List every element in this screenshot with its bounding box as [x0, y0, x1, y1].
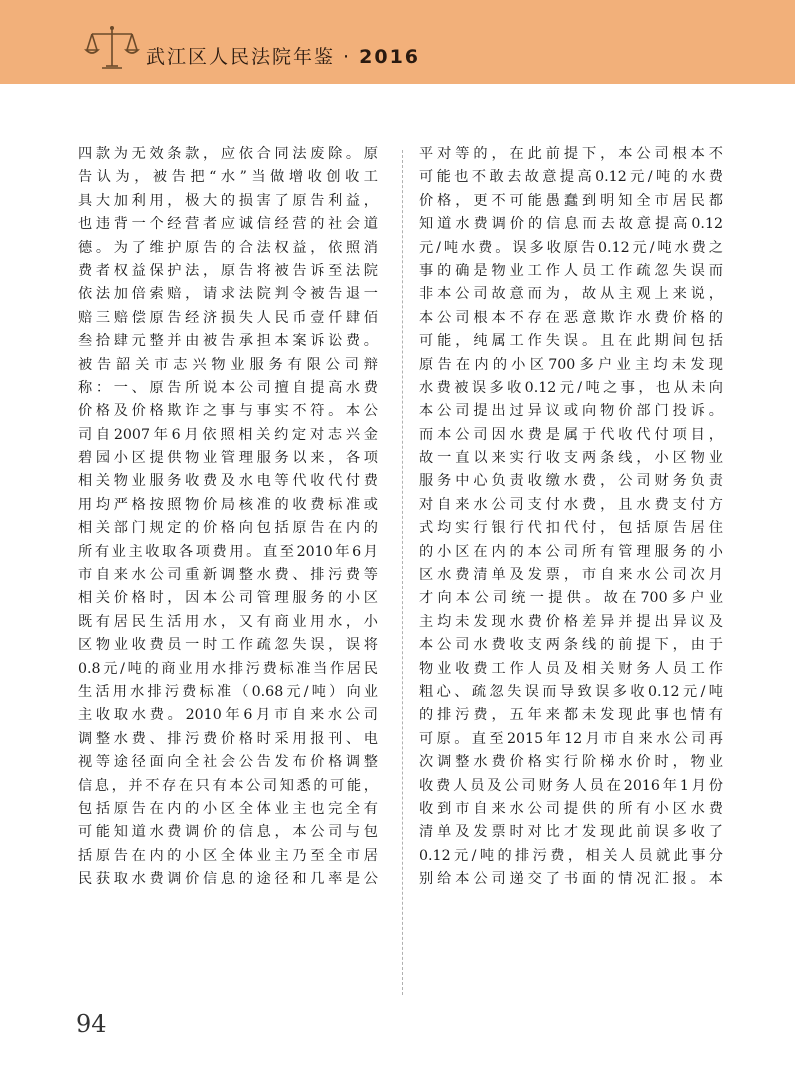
text-line: 水费被误多收0.12元/吨之事，也从未向 [419, 379, 723, 396]
column-divider [402, 150, 403, 995]
text-line: 相关部门规定的价格向包括原告在内的 [78, 520, 378, 537]
text-line: 既有居民生活用水，又有商业用水，小 [78, 613, 378, 630]
text-line: 非本公司故意而为，故从主观上来说， [419, 286, 723, 303]
left-text-column [78, 143, 378, 892]
text-line: 而本公司因水费是属于代收代付项目， [419, 426, 723, 443]
text-line: 0.8元/吨的商业用水排污费标准当作居民 [78, 660, 378, 677]
text-line: 本公司水费收支两条线的前提下，由于 [419, 637, 723, 654]
text-line: 市自来水公司重新调整水费、排污费等 [78, 567, 378, 584]
text-line: 原告在内的小区700多户业主均未发现 [419, 356, 723, 373]
text-line: 碧园小区提供物业管理服务以来，各项 [78, 450, 378, 467]
text-line: 事的确是物业工作人员工作疏忽失误而 [419, 262, 723, 279]
text-line: 相关价格时，因本公司管理服务的小区 [78, 590, 378, 607]
text-line: 可能，纯属工作失误。且在此期间包括 [419, 333, 723, 350]
text-line: 费者权益保护法，原告将被告诉至法院 [78, 262, 378, 279]
text-line: 主收取水费。2010年6月市自来水公司 [78, 707, 378, 724]
text-line: 也违背一个经营者应诚信经营的社会道 [78, 216, 378, 233]
text-line: 称：一、原告所说本公司擅自提高水费 [78, 379, 378, 396]
text-line: 信息，并不存在只有本公司知悉的可能， [78, 777, 378, 794]
text-line: 司自2007年6月依照相关约定对志兴金 [78, 426, 378, 443]
text-line: 知道水费调价的信息而去故意提高0.12 [419, 216, 723, 233]
text-line: 包括原告在内的小区全体业主也完全有 [78, 800, 378, 817]
text-line: 依法加倍索赔，请求法院判令被告退一 [78, 286, 378, 303]
text-line: 收到市自来水公司提供的所有小区水费 [419, 800, 723, 817]
text-line: 价格及价格欺诈之事与事实不符。本公 [78, 403, 378, 420]
text-line: 赔三赔偿原告经济损失人民币壹仟肆佰 [78, 309, 378, 326]
text-line: 德。为了维护原告的合法权益，依照消 [78, 239, 378, 256]
text-line: 的排污费，五年来都未发现此事也情有 [419, 707, 723, 724]
text-line: 粗心、疏忽失误而导致误多收0.12元/吨 [419, 683, 723, 700]
page-header [0, 0, 795, 84]
text-line: 生活用水排污费标准（0.68元/吨）向业 [78, 683, 378, 700]
text-line: 四款为无效条款，应依合同法废除。原 [78, 146, 378, 162]
text-line: 元/吨水费。误多收原告0.12元/吨水费之 [419, 239, 723, 256]
text-line: 具大加利用，极大的损害了原告利益， [78, 192, 378, 209]
text-line: 次调整水费价格实行阶梯水价时，物业 [419, 754, 723, 771]
text-line: 本公司根本不存在恶意欺诈水费价格的 [419, 309, 723, 326]
yearbook-year: 2016 [359, 46, 421, 68]
text-line: 物业收费工作人员及相关财务人员工作 [419, 660, 723, 677]
text-line: 0.12元/吨的排污费，相关人员就此事分 [419, 847, 723, 864]
text-line: 服务中心负责收缴水费，公司财务负责 [419, 473, 723, 490]
text-line: 可能也不敢去故意提高0.12元/吨的水费 [419, 169, 723, 186]
text-line: 调整水费、排污费价格时采用报刊、电 [78, 730, 378, 747]
text-line: 对自来水公司支付水费，且水费支付方 [419, 496, 723, 513]
right-text-column [419, 143, 723, 892]
text-line: 叁拾肆元整并由被告承担本案诉讼费。 [78, 333, 378, 350]
text-line: 式均实行银行代扣代付，包括原告居住 [419, 520, 723, 537]
text-line: 用均严格按照物价局核准的收费标准或 [78, 496, 378, 513]
text-line: 区水费清单及发票，市自来水公司次月 [419, 567, 723, 584]
text-line: 民获取水费调价信息的途径和几率是公 [78, 871, 378, 888]
text-line: 的小区在内的本公司所有管理服务的小 [419, 543, 723, 560]
text-line: 告认为，被告把“水”当做增收创收工 [78, 169, 378, 186]
text-line: 主均未发现水费价格差异并提出异议及 [419, 613, 723, 630]
text-line: 本公司提出过异议或向物价部门投诉。 [419, 403, 723, 420]
header-title [146, 42, 420, 69]
text-line: 别给本公司递交了书面的情况汇报。本 [419, 871, 723, 888]
text-line: 括原告在内的小区全体业主乃至全市居 [78, 847, 378, 864]
text-line: 收费人员及公司财务人员在2016年1月份 [419, 777, 723, 794]
title-separator: · [335, 46, 360, 68]
text-line: 被告韶关市志兴物业服务有限公司辩 [78, 356, 378, 373]
page-number: 94 [76, 1010, 107, 1038]
text-line: 才向本公司统一提供。故在700多户业 [419, 590, 723, 607]
text-line: 清单及发票时对比才发现此前误多收了 [419, 824, 723, 841]
text-line: 平对等的，在此前提下，本公司根本不 [419, 146, 723, 162]
text-line: 可原。直至2015年12月市自来水公司再 [419, 730, 723, 747]
text-line: 故一直以来实行收支两条线，小区物业 [419, 450, 723, 467]
text-line: 可能知道水费调价的信息，本公司与包 [78, 824, 378, 841]
text-line: 所有业主收取各项费用。直至2010年6月 [78, 543, 378, 560]
text-line: 区物业收费员一时工作疏忽失误，误将 [78, 637, 378, 654]
scales-of-justice-icon [84, 24, 140, 74]
text-line: 价格，更不可能愚蠢到明知全市居民都 [419, 192, 723, 209]
yearbook-title: 武江区人民法院年鉴 [146, 46, 336, 68]
text-line: 相关物业服务收费及水电等代收代付费 [78, 473, 378, 490]
text-line: 视等途径面向全社会公告发布价格调整 [78, 754, 378, 771]
